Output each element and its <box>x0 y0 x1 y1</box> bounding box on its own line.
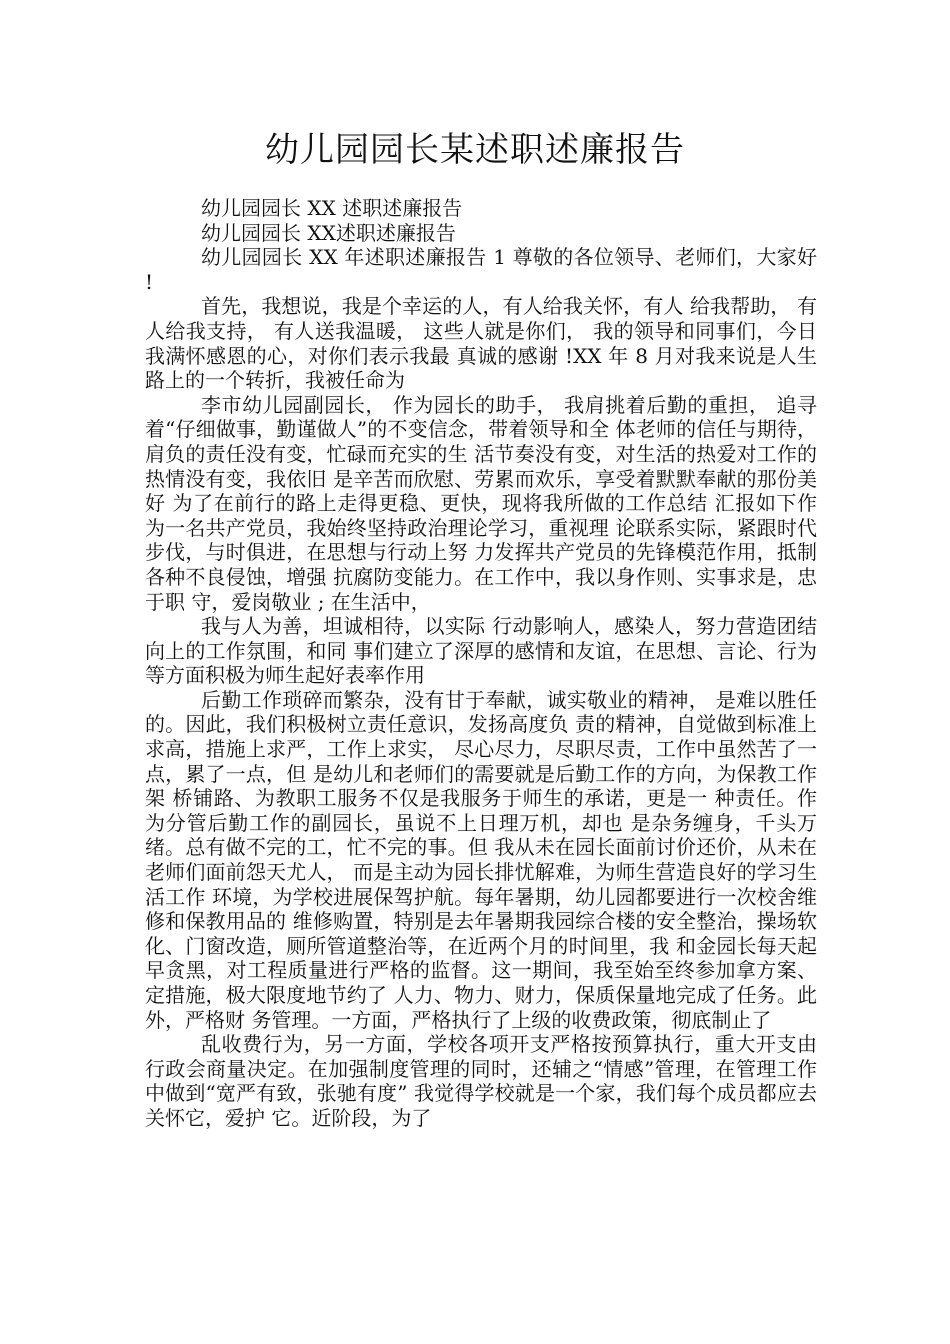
paragraph-logistics: 后勤工作琐碎而繁杂，没有甘于奉献，诚实敬业的精神， 是难以胜任的。因此，我们积极树立责任意识，发扬高度负 责的精神，自觉做到标准上求高，措施上求严，工作上求实， 尽心尽力，尽职尽责，工作中虽然苦了一点，累了一点，但 是幼儿和老师们的需要就是后勤工作的方向，为保教工作架 桥铺路、为教职工服务不仅是我服务于师生的承诺，更是一 种责任。作为分管后勤工作的副园长，虽说不上日理万机，却也 是杂务缠身，千头万绪。总有做不完的工，忙不完的事。但 我从未在园长面前讨价还价，从未在老师们面前怨天尤人， 而是主动为园长排忧解难，为师生营造良好的学习生活工作 环境，为学校进展保驾护航。每年暑期，幼儿园都要进行一次校舍维修和保教用品的 维修购置，特别是去年暑期我园综合楼的安全整治，操场软 化、门窗改造，厕所管道整治等，在近两个月的时间里，我 和金园长每天起早贪黑，对工程质量进行严格的监督。这一期间，我至始至终参加拿方案、定措施，极大限度地节约了 人力、物力、财力，保质保量地完成了任务。此外，严格财 务管理。一方面，严格执行了上级的收费政策，彻底制止了 <box>145 687 817 1032</box>
paragraph-heading-1: 幼儿园园长 XX 述职述廉报告 <box>201 196 463 220</box>
document-body <box>145 196 817 1131</box>
paragraph-finance: 乱收费行为，另一方面，学校各项开支严格按预算执行，重大开支由行政会商量决定。在加强制度管理的同时，还辅之“情感”管理，在管理工作中做到“宽严有致，张驰有度” 我觉得学校就是一个家，我们每个成员都应去关怀它，爱护 它。近阶段，为了 <box>145 1032 817 1130</box>
paragraph-conduct: 我与人为善，坦诚相待，以实际 行动影响人，感染人，努力营造团结向上的工作氛围，和同 事们建立了深厚的感情和友谊，在思想、言论、行为等方面积极为师生起好表率作用 <box>145 614 817 688</box>
paragraph-heading-2: 幼儿园园长 XX述职述廉报告 <box>201 220 456 245</box>
paragraph-greeting: 幼儿园园长 XX 年述职述廉报告 1 尊敬的各位领导、老师们，大家好 ! <box>145 245 817 294</box>
document-title: 幼儿园园长某述职述廉报告 <box>265 130 685 170</box>
paragraph-appointment: 李市幼儿园副园长， 作为园长的助手， 我肩挑着后勤的重担， 追寻着“仔细做事，勤谨做人”的不变信念，带着领导和全 体老师的信任与期待，肩负的责任没有变，忙碌而充实的生 活节奏没有变，对生活的热爱对工作的热情没有变，我依旧 是辛苦而欣慰、劳累而欢乐，享受着默默奉献的那份美好 为了在前行的路上走得更稳、更快，现将我所做的工作总结 汇报如下作为一名共产党员，我始终坚持政治理论学习，重视理 论联系实际，紧跟时代步伐，与时俱进，在思想与行动上努 力发挥共产党员的先锋模范作用，抵制各种不良侵蚀，增强 抗腐防变能力。在工作中，我以身作则、实事求是，忠于职 守，爱岗敬业 ; 在生活中， <box>145 392 817 614</box>
paragraph-gratitude: 首先，我想说，我是个幸运的人，有人给我关怀，有人 给我帮助， 有人给我支持， 有人送我温暖， 这些人就是你们， 我的领导和同事们，今日我满怀感恩的心，对你们表示我最 真诚的感谢 !XX 年 8 月对我来说是人生路上的一个转折，我被任命为 <box>145 294 817 393</box>
